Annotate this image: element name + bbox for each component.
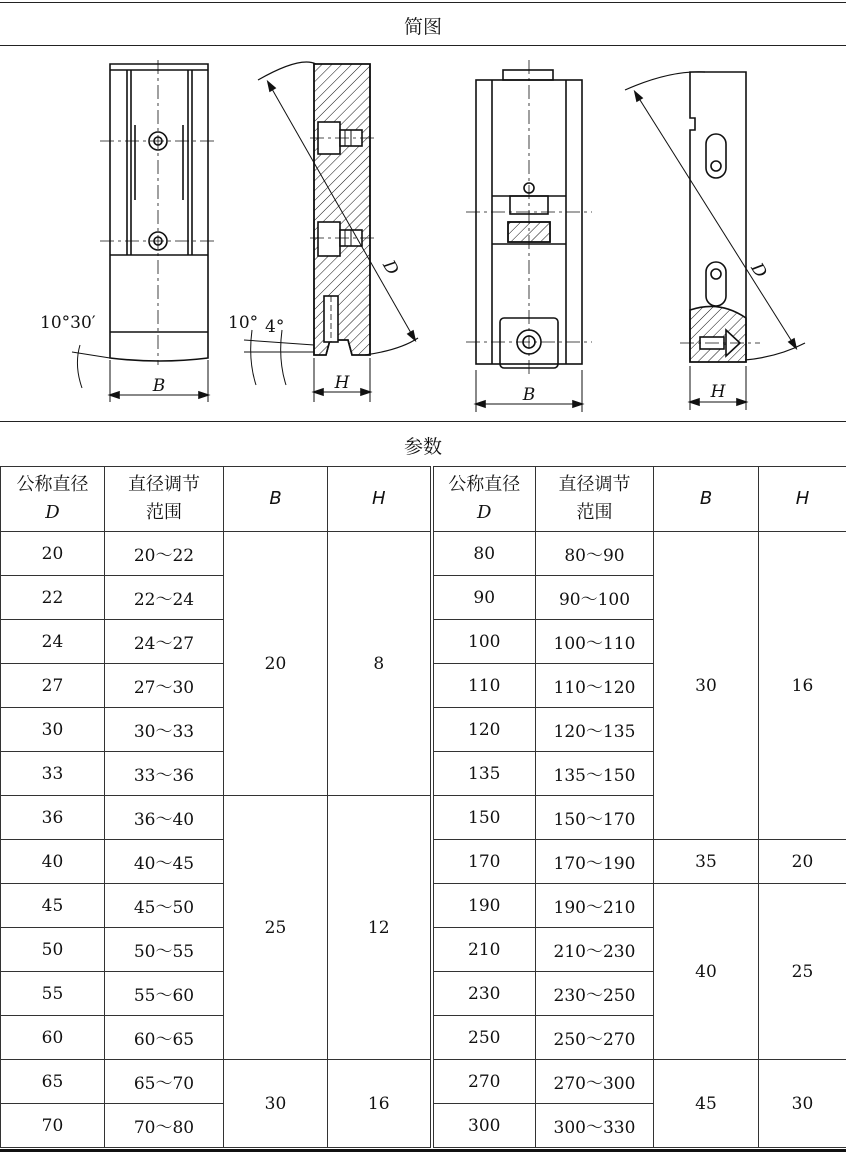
- cell-range: 45～50: [105, 884, 224, 928]
- cell-range: 33～36: [105, 752, 224, 796]
- col-b-right: B: [654, 467, 759, 532]
- cell-h: 16: [328, 1060, 432, 1148]
- sketch-title: 简图: [403, 16, 442, 38]
- dim-d-label-2: D: [746, 259, 771, 282]
- cell-d: 80: [432, 532, 536, 576]
- cell-d: 27: [1, 664, 105, 708]
- cell-d: 100: [432, 620, 536, 664]
- cell-range: 27～30: [105, 664, 224, 708]
- cell-range: 20～22: [105, 532, 224, 576]
- cell-range: 170～190: [536, 840, 654, 884]
- cell-b: 35: [654, 840, 759, 884]
- cell-d: 36: [1, 796, 105, 840]
- cell-range: 300～330: [536, 1104, 654, 1148]
- params-title: 参数: [403, 436, 442, 458]
- dim-h-label-2: H: [710, 382, 726, 402]
- cell-d: 70: [1, 1104, 105, 1148]
- cell-range: 110～120: [536, 664, 654, 708]
- cell-h: 12: [328, 796, 432, 1060]
- col-adjust-range: 直径调节 范围: [105, 467, 224, 532]
- cell-range: 210～230: [536, 928, 654, 972]
- cell-h: 30: [759, 1060, 846, 1148]
- col-h-right: H: [759, 467, 846, 532]
- col-nominal-diameter: 公称直径 D: [1, 467, 105, 532]
- angle-label-3: 4°: [265, 317, 285, 337]
- cell-range: 50～55: [105, 928, 224, 972]
- cell-d: 33: [1, 752, 105, 796]
- table-row: [1, 1060, 846, 1104]
- cell-d: 170: [432, 840, 536, 884]
- cell-d: 190: [432, 884, 536, 928]
- cell-range: 190～210: [536, 884, 654, 928]
- col-nominal-diameter-right: 公称直径 D: [432, 467, 536, 532]
- table-header-row: [1, 467, 846, 532]
- cell-range: 70～80: [105, 1104, 224, 1148]
- dim-b-label-2: B: [522, 385, 536, 405]
- top-rule: [0, 2, 846, 3]
- cell-range: 80～90: [536, 532, 654, 576]
- front-view-small: [40, 60, 218, 402]
- cell-d: 40: [1, 840, 105, 884]
- cell-range: 120～135: [536, 708, 654, 752]
- sketch-drawing: [0, 46, 846, 421]
- cell-h: 25: [759, 884, 846, 1060]
- cell-h: 8: [328, 532, 432, 796]
- cell-d: 230: [432, 972, 536, 1016]
- cell-range: 36～40: [105, 796, 224, 840]
- cell-h: 16: [759, 532, 846, 840]
- cell-d: 24: [1, 620, 105, 664]
- cell-d: 110: [432, 664, 536, 708]
- side-view-large: [625, 72, 805, 410]
- cell-d: 120: [432, 708, 536, 752]
- dim-b-label-1: B: [152, 376, 166, 396]
- cell-d: 50: [1, 928, 105, 972]
- cell-d: 135: [432, 752, 536, 796]
- cell-d: 45: [1, 884, 105, 928]
- cell-b: 30: [224, 1060, 328, 1148]
- angle-label-2: 10°: [228, 313, 259, 333]
- cell-b: 30: [654, 532, 759, 840]
- side-section-small: [228, 62, 418, 402]
- cell-d: 90: [432, 576, 536, 620]
- cell-range: 24～27: [105, 620, 224, 664]
- table-row: [1, 532, 846, 576]
- dim-h-label-1: H: [334, 373, 350, 393]
- cell-d: 60: [1, 1016, 105, 1060]
- col-h: H: [328, 467, 432, 532]
- bottom-rule: [0, 1149, 846, 1152]
- cell-b: 25: [224, 796, 328, 1060]
- cell-b: 45: [654, 1060, 759, 1148]
- cell-range: 150～170: [536, 796, 654, 840]
- front-view-large: [466, 60, 592, 412]
- params-table: [0, 466, 846, 1148]
- cell-range: 250～270: [536, 1016, 654, 1060]
- cell-d: 30: [1, 708, 105, 752]
- cell-d: 210: [432, 928, 536, 972]
- cell-d: 300: [432, 1104, 536, 1148]
- cell-d: 250: [432, 1016, 536, 1060]
- cell-range: 60～65: [105, 1016, 224, 1060]
- cell-b: 40: [654, 884, 759, 1060]
- cell-range: 270～300: [536, 1060, 654, 1104]
- cell-d: 22: [1, 576, 105, 620]
- cell-range: 22～24: [105, 576, 224, 620]
- cell-d: 270: [432, 1060, 536, 1104]
- cell-range: 135～150: [536, 752, 654, 796]
- angle-label-1: 10°30′: [40, 313, 96, 333]
- col-adjust-range-right: 直径调节 范围: [536, 467, 654, 532]
- cell-range: 55～60: [105, 972, 224, 1016]
- col-b: B: [224, 467, 328, 532]
- dim-d-label-1: D: [378, 257, 403, 279]
- cell-range: 65～70: [105, 1060, 224, 1104]
- cell-range: 30～33: [105, 708, 224, 752]
- cell-range: 40～45: [105, 840, 224, 884]
- cell-b: 20: [224, 532, 328, 796]
- cell-h: 20: [759, 840, 846, 884]
- rule-above-params-title: [0, 421, 846, 422]
- cell-range: 100～110: [536, 620, 654, 664]
- cell-d: 20: [1, 532, 105, 576]
- cell-d: 150: [432, 796, 536, 840]
- cell-d: 65: [1, 1060, 105, 1104]
- cell-d: 55: [1, 972, 105, 1016]
- cell-range: 90～100: [536, 576, 654, 620]
- cell-range: 230～250: [536, 972, 654, 1016]
